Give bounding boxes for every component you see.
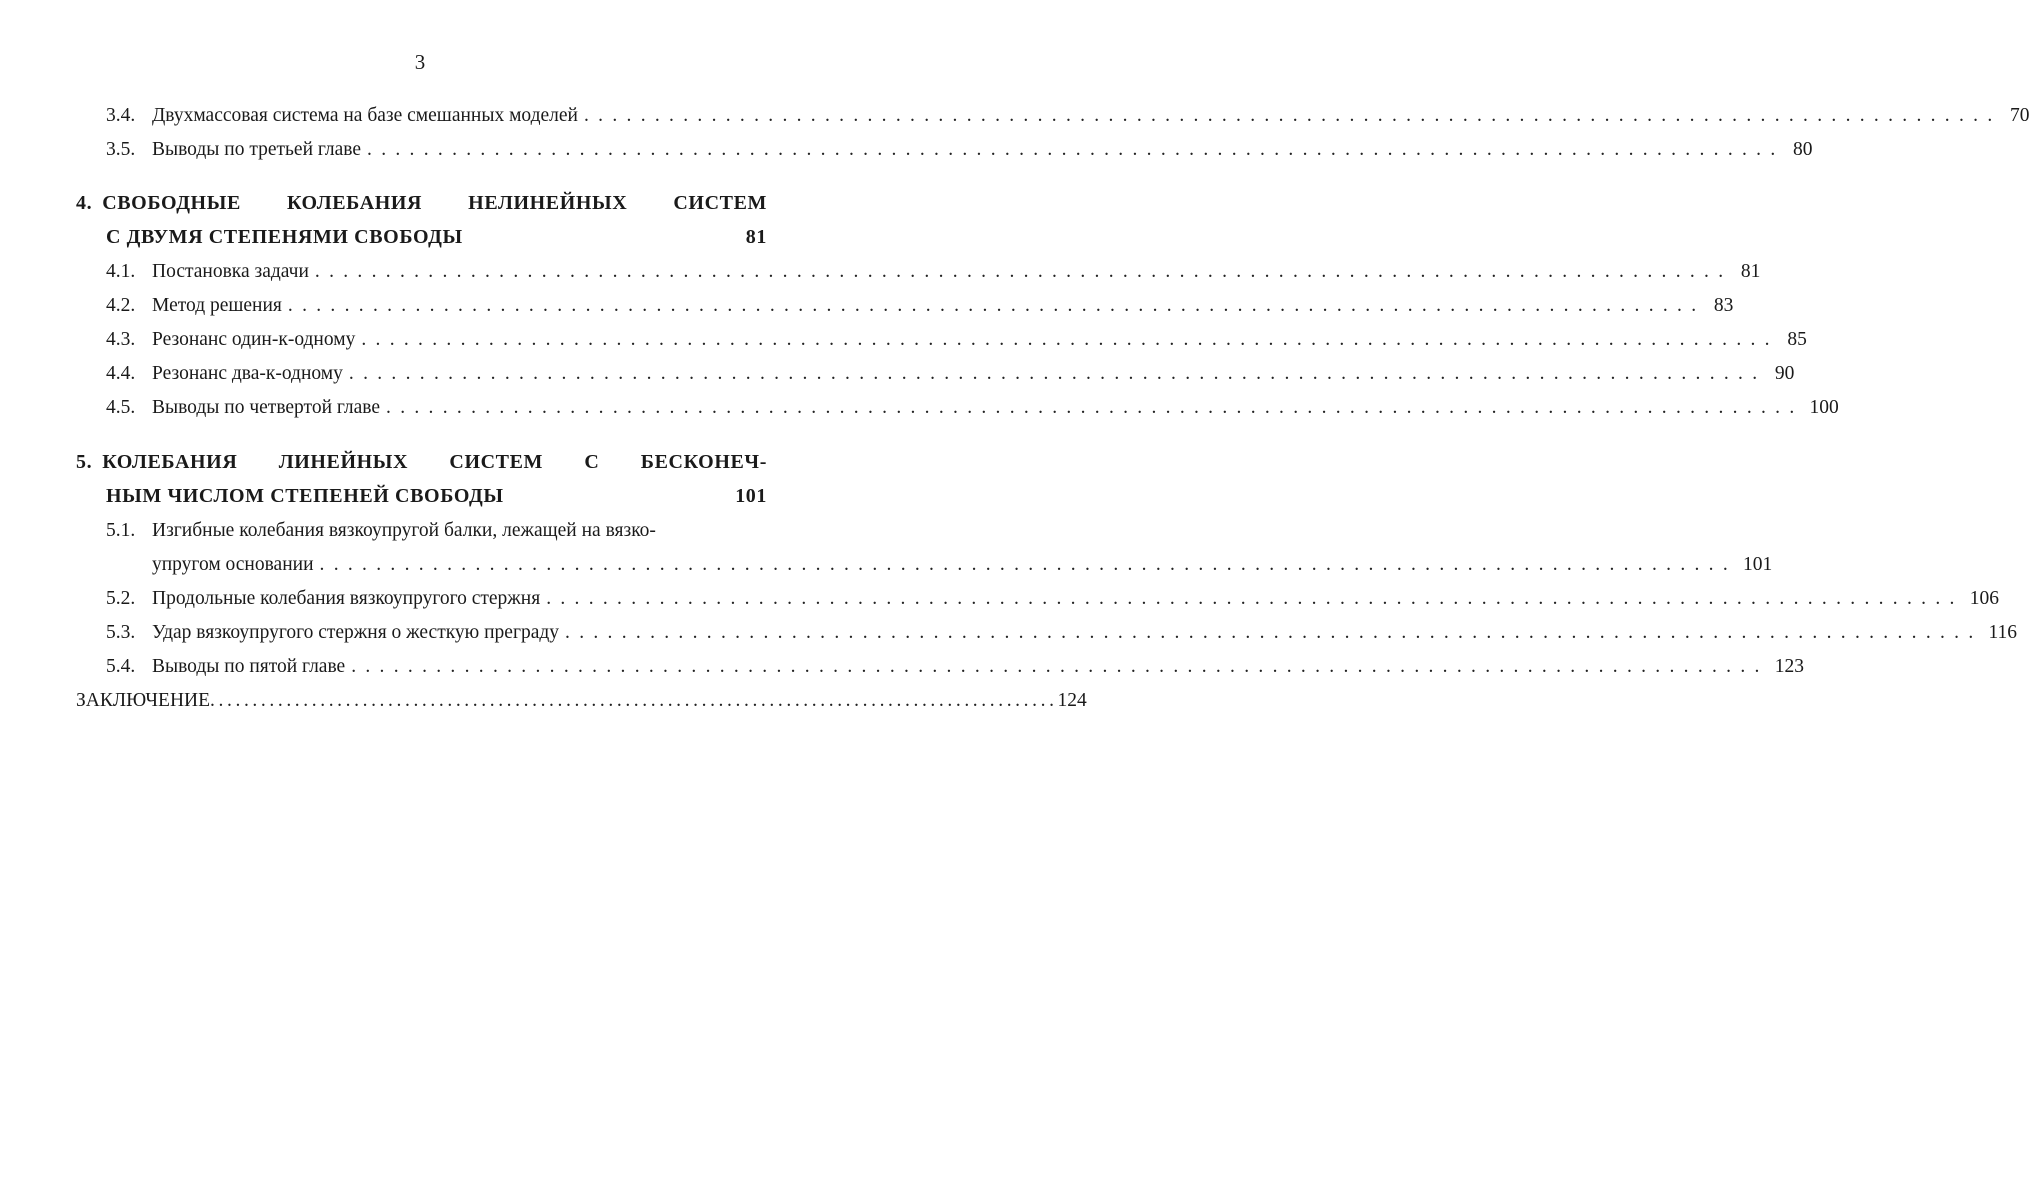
section-number: 4.4. — [106, 363, 136, 384]
section-number: 5.3. — [106, 622, 136, 643]
page-ref: 101 — [735, 485, 767, 507]
title-word: СИСТЕМ — [449, 451, 544, 473]
chapter-title-line2: С ДВУМЯ СТЕПЕНЯМИ СВОБОДЫ — [106, 226, 463, 248]
toc-chapter-4[interactable] — [76, 191, 767, 249]
dot-leader: .................................................................................................... — [546, 588, 1964, 609]
conclusion-title: ЗАКЛЮЧЕНИЕ — [76, 690, 211, 711]
toc-entry-4-2[interactable] — [106, 294, 1734, 318]
title-word: НЕЛИНЕЙНЫХ — [468, 192, 628, 214]
toc-entry-4-4[interactable] — [106, 362, 1795, 386]
section-number: 3.4. — [106, 105, 136, 126]
section-title: Постановка задачи — [152, 261, 309, 282]
section-title: Резонанс один-к-одному — [152, 329, 356, 350]
section-number: 4.3. — [106, 329, 136, 350]
chapter-number: 4. — [76, 192, 93, 214]
section-number: 5.1. — [106, 520, 136, 541]
toc-conclusion[interactable] — [76, 689, 1087, 713]
dot-leader: .................................................................................................... — [319, 554, 1738, 575]
title-word: СВОБОДНЫЕ — [102, 192, 241, 214]
toc-entry-5-2[interactable] — [106, 587, 1999, 611]
page-ref: 81 — [745, 226, 767, 248]
dot-leader: .................................................................................................... — [348, 363, 1767, 384]
title-word: ЛИНЕЙНЫХ — [278, 451, 409, 473]
section-title: Метод решения — [152, 295, 282, 316]
page-number: 3 — [414, 50, 426, 74]
toc-entry-4-1[interactable] — [106, 260, 1761, 284]
page-ref: 83 — [1713, 295, 1734, 316]
dot-leader: .................................................................................................... — [314, 261, 1733, 282]
page-ref: 116 — [1988, 622, 2018, 643]
page-ref: 100 — [1809, 397, 1839, 418]
page-ref: 101 — [1743, 554, 1773, 575]
toc-entry-3-4[interactable] — [106, 104, 2030, 128]
section-title: Выводы по третьей главе — [152, 139, 362, 160]
title-word: КОЛЕБАНИЯ — [102, 451, 238, 473]
page-ref: 123 — [1774, 656, 1804, 677]
dot-leader: .................................................................................................... — [386, 397, 1804, 418]
dot-leader: .................................................................................................... — [565, 622, 1983, 643]
section-title: Изгибные колебания вязкоупругой балки, лежащей на вязко- — [152, 520, 656, 541]
toc-entry-3-5[interactable] — [106, 138, 1813, 162]
chapter-number: 5. — [76, 451, 93, 473]
toc-chapter-5[interactable] — [76, 450, 767, 508]
section-title: Резонанс два-к-одному — [152, 363, 343, 384]
chapter-title-line1 — [102, 450, 767, 474]
page-ref: 81 — [1740, 261, 1761, 282]
page-ref: 106 — [1969, 588, 1999, 609]
page-ref: 90 — [1774, 363, 1795, 384]
dot-leader: .................................................................................................... — [584, 105, 2002, 126]
page-ref: 80 — [1793, 139, 1813, 160]
toc-entry-4-5[interactable] — [106, 396, 1839, 420]
section-number: 4.2. — [106, 295, 136, 316]
title-word: С — [584, 451, 600, 473]
dot-leader: .................................................................................................... — [367, 139, 1785, 160]
chapter-title-line2: НЫМ ЧИСЛОМ СТЕПЕНЕЙ СВОБОДЫ — [106, 485, 504, 507]
section-title-continued: упругом основании — [152, 554, 314, 575]
section-number: 5.4. — [106, 656, 136, 677]
title-word: БЕСКОНЕЧ- — [640, 451, 767, 473]
section-title: Продольные колебания вязкоупругого стержня — [152, 588, 541, 609]
section-title: Выводы по четвертой главе — [152, 397, 381, 418]
dot-leader: .................................................................................................... — [287, 295, 1706, 316]
dot-leader: .................................................................................................... — [361, 329, 1779, 350]
title-word: СИСТЕМ — [673, 192, 767, 214]
title-word: КОЛЕБАНИЯ — [286, 192, 423, 214]
dot-leader: .................................................................................................... — [351, 656, 1769, 677]
toc-entry-5-1-continued[interactable] — [152, 553, 1773, 577]
section-number: 4.5. — [106, 397, 136, 418]
section-number: 4.1. — [106, 261, 136, 282]
dot-leader: .................................................................................................... — [210, 690, 1058, 711]
toc-entry-4-3[interactable] — [106, 328, 1807, 352]
toc-entry-5-4[interactable] — [106, 655, 1804, 679]
page-ref: 124 — [1057, 690, 1087, 711]
page-ref: 70 — [2010, 105, 2030, 126]
section-number: 3.5. — [106, 139, 136, 160]
toc-entry-5-3[interactable] — [106, 621, 2018, 645]
section-number: 5.2. — [106, 588, 136, 609]
section-title: Двухмассовая система на базе смешанных моделей — [152, 105, 578, 126]
section-title: Удар вязкоупругого стержня о жесткую преграду — [152, 622, 560, 643]
section-title: Выводы по пятой главе — [152, 656, 346, 677]
page-ref: 85 — [1787, 329, 1807, 350]
toc-entry-5-1[interactable] — [106, 519, 767, 543]
chapter-title-line1 — [102, 191, 767, 215]
